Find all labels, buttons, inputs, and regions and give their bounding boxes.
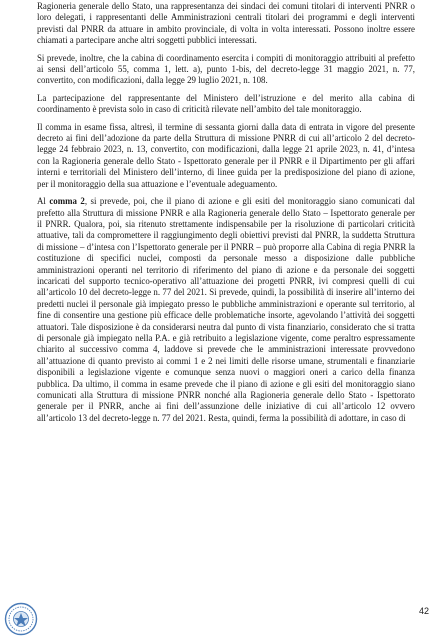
page-number: 42 <box>418 606 429 616</box>
emphasis-comma-2: comma 2 <box>49 196 85 207</box>
document-body <box>37 0 415 430</box>
paragraph-2: Si prevede, inoltre, che la cabina di coordinamento esercita i compiti di monitoraggio attribuiti al prefetto ai sensi dell’articolo 55, comma 1, lett. a), punto 1-bis, del decreto-legge 31 maggio 2021, n. 77, convertito, con modificazioni, dalla legge 29 luglio 2021, n. 108. <box>37 52 415 86</box>
paragraph-1: Ragioneria generale dello Stato, una rappresentanza dei sindaci dei comuni titolari di interventi PNRR o loro delegati, i rappresentanti delle Amministrazioni centrali titolari dei programmi e degli interventi previsti dal PNRR da attuare in ambito provinciale, di volta in volta interessati. Possono inoltre essere chiamati a partecipare anche altri soggetti pubblici interessati. <box>37 1 415 46</box>
paragraph-4: Il comma in esame fissa, altresì, il termine di sessanta giorni dalla data di entrata in vigore del presente decreto ai fini dell’adozione da parte della Struttura di missione PNRR di cui all’articolo 2 del decreto-legge 24 febbraio 2023, n. 13, convertito, con modificazioni, dalla legge 21 aprile 2023, n. 41, d’intesa con la Ragioneria generale dello Stato - Ispettorato generale per il PNRR e il Dipartimento per gli affari interni e territoriali del Ministero dell’interno, di linee guida per la predisposizione del piano di azione, per il monitoraggio della sua attuazione e l’eventuale adeguamento. <box>37 121 415 189</box>
paragraph-3: La partecipazione del rappresentante del Ministero dell’istruzione e del merito alla cabina di coordinamento è prevista solo in caso di criticità rilevate nell’ambito del tale monitoraggio. <box>37 92 415 115</box>
paragraph-5: Al comma 2, si prevede, poi, che il piano di azione e gli esiti del monitoraggio siano comunicati dal prefetto alla Struttura di missione PNRR e alla Ragioneria generale dello Stato – Ispettorato generale per il PNRR. Qualora, poi, sia ritenuto strettamente indispensabile per la risoluzione di particolari criticità attuative, tali da compromettere il raggiungimento degli obiettivi previsti dal PNRR, la suddetta Struttura di missione – d’intesa con l’Ispettorato generale per il PNRR – può proporre alla Cabina di regia PNRR la costituzione di specifici nuclei, composti da personale messo a disposizione dalle pubbliche amministrazioni operanti nel territorio di riferimento del piano di azione e da personale dei soggetti incaricati del supporto tecnico-operativo all’attuazione dei progetti PNRR, ivi compresi quelli di cui all’articolo 10 del decreto-legge n. 77 del 2021. Si prevede, quindi, la possibilità di inserire all’interno dei predetti nuclei il personale già impiegato presso le pubbliche amministrazioni e operante sul territorio, al fine di consentire una gestione più efficace delle problematiche insorte, agevolando l’attività dei soggetti attuatori. Tale disposizione è da considerarsi neutra dal punto di vista finanziario, considerato che si tratta di personale già impiegato nella P.A. e già retribuito a legislazione vigente, come peraltro espressamente chiarito al successivo comma 4, laddove si prevede che le amministrazioni interessate provvedono all’attuazione di quanto previsto ai commi 1 e 2 nei limiti delle risorse umane, strumentali e finanziarie disponibili a legislazione vigente e comunque senza nuovi o maggiori oneri a carico della finanza pubblica. Da ultimo, il comma in esame prevede che il piano di azione e gli esiti del monitoraggio siano comunicati alla Struttura di missione PNRR nonché alla Ragioneria generale dello Stato - Ispettorato generale per il PNRR, anche ai fini dell’assunzione delle iniziative di cui all’articolo 12 ovvero all’articolo 13 del decreto-legge n. 77 del 2021. Resta, quindi, ferma la possibilità di adottare, in caso di <box>37 196 416 423</box>
emblem-seal-icon <box>4 602 38 636</box>
